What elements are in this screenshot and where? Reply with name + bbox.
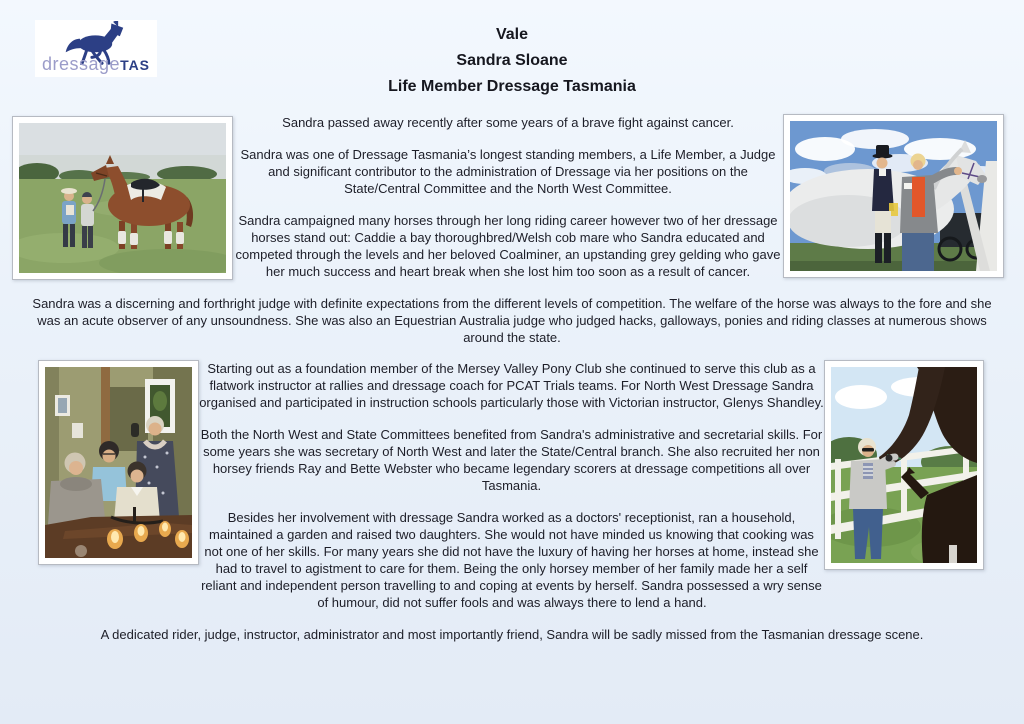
- title-line-role: Life Member Dressage Tasmania: [388, 78, 636, 95]
- photo-chestnut-horse-image: [19, 123, 226, 273]
- paragraph: Both the North West and State Committees benefited from Sandra's administrative and secretarial skills. For some years she was secretary of North West and later the State/Central branch. She also recruited her non horsey friends Ray and Bette Webster who became legendary scorers at dressage competitions all over Tasmania.: [200, 427, 823, 493]
- logo-word-tas: TAS: [120, 57, 151, 73]
- paragraph-judging: Sandra was a discerning and forthright judge with definite expectations from the different levels of competition. The welfare of the horse was always to the fore and she was an acute observer of any unsoundness. She was also an Equestrian Australia judge who judged hacks, galloways, ponies and riding classes at numerous shows around the state.: [32, 296, 992, 345]
- photo-friends-table: [38, 360, 199, 565]
- photo-grey-horse-show: [783, 114, 1004, 278]
- paragraph: Sandra campaigned many horses through her long riding career however two of her dressage horses stand out: Caddie a bay thoroughbred/Welsh cob mare who Sandra educated and competed through the levels and her beloved Coalminer, an upstanding grey gelding who gave her much success and heart break when she lost him too soon as a result of cancer.: [235, 213, 781, 279]
- section-tribute-top: [0, 114, 1024, 280]
- logo-word-dressage: dressage: [42, 54, 121, 74]
- dressage-tas-logo: [35, 20, 157, 77]
- page-header: [0, 22, 1024, 100]
- section-tribute-bottom: [0, 360, 1024, 611]
- photo-mare-and-foal: [824, 360, 984, 570]
- paragraph-closing: A dedicated rider, judge, instructor, administrator and most importantly friend, Sandra will be sadly missed from the Tasmanian dressage scene.: [100, 627, 924, 642]
- photo-mare-foal-image: [831, 367, 977, 563]
- title-line-name: Sandra Sloane: [456, 52, 568, 69]
- paragraph: Sandra was one of Dressage Tasmania’s longest standing members, a Life Member, a Judge and significant contributor to the administration of Dressage via her positions on the State/Central Committee and the North West Committee.: [240, 147, 776, 196]
- paragraph: Sandra passed away recently after some years of a brave fight against cancer.: [282, 115, 734, 130]
- photo-friends-table-image: [45, 367, 192, 558]
- photo-chestnut-horse-paddock: [12, 116, 233, 280]
- paragraph: Starting out as a foundation member of the Mersey Valley Pony Club she continued to serve this club as a flatwork instructor at rallies and dressage coach for PCAT Trials teams. For North West Dressage Sandra organised and participated in instruction schools particularly those with Victorian instructor, Glenys Shandley.: [199, 361, 824, 410]
- title-line-vale: Vale: [495, 26, 529, 43]
- logo-wordmark: [42, 56, 150, 74]
- photo-grey-horse-image: [790, 121, 997, 271]
- paragraph: Besides her involvement with dressage Sandra worked as a doctors' receptionist, ran a household, maintained a garden and raised two daughters. She would not have minded us knowing that cooking was not one of her skills. For many years she did not have the luxury of having her horses at home, instead she had to travel to agistment to care for them. Being the only horsey member of her family made her a self reliant and independent person travelling to and coping at events by herself. Sandra possessed a wry sense of humour, did not suffer fools and was always there to lend a hand.: [201, 510, 822, 610]
